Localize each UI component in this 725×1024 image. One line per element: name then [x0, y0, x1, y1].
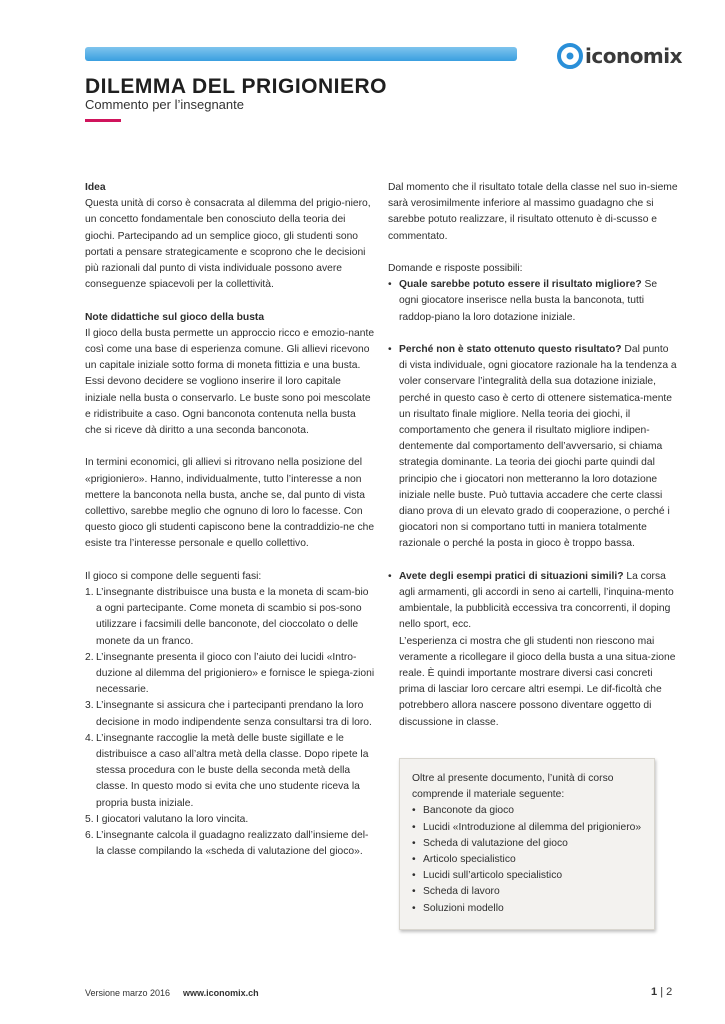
page-number — [651, 986, 672, 998]
list-item: 6. L’insegnante calcola il guadagno realizzato dall’insieme del-la classe compilando la «scheda di valutazione del gioco». — [85, 830, 369, 858]
economic-paragraph: In termini economici, gli allievi si ritrovano nella posizione del «prigioniero». Hanno, individualmente, tutto l’interesse a non mettere la banconota nella busta, anche se, dal punto di vista collettivo, sarebbe meglio che ognuno di loro lo facesse. Con questo gioco gli studenti capiscono bene la contraddizio-ne che esiste tra l’interesse personale e quello collettivo. — [85, 457, 375, 550]
list-item: • Lucidi «Introduzione al dilemma del prigioniero» — [412, 820, 644, 836]
qa-question: Perché non è stato ottenuto questo risultato? — [399, 344, 622, 355]
notes-paragraph: Il gioco della busta permette un approccio ricco e emozio-nante così come una base di esperienza comune. Gli allievi ricevono un capitale iniziale sotto forma di moneta fittizia e una busta. Essi devono decidere se vogliono inserire il loro capitale iniziale nella busta o conservarlo. Le buste sono poi mescolate e ridistribuite a caso. Ogni banconota contenuta nella busta che si riceve dà diritto a una seconda banconota. — [85, 327, 375, 437]
header-bar — [85, 47, 517, 61]
list-item: 2. L’insegnante presenta il gioco con l’aiuto dei lucidi «Intro-duzione al dilemma del prigioniero» e fornisce le spiega-zioni necessarie. — [85, 651, 375, 696]
qa-intro: Domande e risposte possibili: — [388, 263, 523, 274]
idea-heading: Idea — [85, 182, 106, 193]
page-total: 2 — [666, 986, 673, 998]
list-item: 3. L’insegnante si assicura che i partecipanti prendano la loro decisione in modo indipendente senza consultarsi tra di loro. — [85, 700, 372, 728]
list-item: • Scheda di lavoro — [412, 884, 644, 900]
list-item: • Lucidi sull’articolo specialistico — [412, 868, 644, 884]
page-title: DILEMMA DEL PRIGIONIERO — [85, 75, 388, 98]
page-separator: | — [660, 986, 664, 998]
qa-item — [388, 342, 678, 553]
page-subtitle: Commento per l’insegnante — [85, 97, 244, 112]
iconomix-logo-icon — [557, 43, 583, 69]
iconomix-logo — [557, 43, 682, 69]
qa-answer: Se ogni giocatore inserisce nella busta la banconota, tutti raddop-piano la loro dotazione iniziale. — [399, 279, 658, 323]
right-column — [388, 180, 678, 731]
phases-list — [85, 585, 375, 860]
left-column — [85, 180, 375, 860]
idea-paragraph: Questa unità di corso è consacrata al dilemma del prigio-niero, un concetto fondamentale ben conosciuto della teoria dei giochi. Partecipando ad un semplice gioco, gli studenti sono portati a pensare strategicamente e scoprono che le decisioni più razionali dal punto di vista individuale possono avere conseguenze spiacevoli per la collettività. — [85, 198, 371, 291]
qa-item — [388, 277, 678, 326]
materials-box — [399, 758, 655, 930]
logo-text: iconomix — [585, 44, 683, 68]
list-item: • Articolo specialistico — [412, 852, 644, 868]
materials-list — [412, 803, 644, 916]
footer-url[interactable]: www.iconomix.ch — [183, 988, 259, 998]
page-current: 1 — [651, 986, 658, 998]
list-item: 4. L’insegnante raccoglie la metà delle buste sigillate e le distribuisce a caso all’altra metà della classe. Dopo ripete la stessa procedura con le buste della seconda metà della classe. In questo modo si evita che uno studente riceva la propria busta iniziale. — [85, 732, 369, 809]
materials-intro: Oltre al presente documento, l’unità di corso comprende il materiale seguente: — [412, 773, 614, 801]
list-item: • Banconote da gioco — [412, 803, 644, 819]
list-item: 1. L’insegnante distribuisce una busta e la moneta di scam-bio a ogni partecipante. Come moneta di scambio si pos-sono utilizzare i facsimili delle banconote, del cioccolato o delle monete da un franco. — [85, 587, 369, 647]
qa-list — [388, 277, 678, 326]
list-item: • Soluzioni modello — [412, 901, 644, 917]
list-item: 5. I giocatori valutano la loro vincita. — [85, 813, 249, 825]
notes-heading: Note didattiche sul gioco della busta — [85, 311, 265, 323]
title-accent-line — [85, 119, 121, 122]
list-item: • Scheda di valutazione del gioco — [412, 836, 644, 852]
intro-paragraph: Dal momento che il risultato totale della classe nel suo in-sieme sarà verosimilmente inferiore al massimo guadagno che si sarebbe potuto realizzare, il risultato ottenuto è di-scusso e commentato. — [388, 182, 678, 242]
footer-version: Versione marzo 2016 — [85, 988, 171, 998]
phases-intro: Il gioco si compone delle seguenti fasi: — [85, 570, 262, 582]
qa-answer: La corsa agli armamenti, gli accordi in seno ai cartelli, l’inquina-mento ambientale, la pubblicità eccessiva tra concorrenti, il doping nello sport, ecc. — [399, 570, 674, 631]
qa-question: Quale sarebbe potuto essere il risultato migliore? — [399, 279, 642, 291]
qa-answer-extra: L’esperienza ci mostra che gli studenti non riescono mai veramente a ricollegare il gioco della busta a una situa-zione reale. È quindi importante mostrare diversi casi concreti prima di lasciar loro cercare altri esempi. Le dif-ficoltà che potrebbero allora nascere possono diventare oggetto di discussione in classe. — [399, 635, 676, 728]
qa-answer: Dal punto di vista individuale, ogni giocatore razionale ha la tendenza a voler conservare l’integralità della sua dotazione iniziale, perché in questo caso è certo di ottenere sistematica-mente un risultato finale migliore. Nella teoria dei giochi, il comportamento che genera il risultato migliore indipen-dentemente dal comportamento dell’avversario, si chiama strategia dominante. La teoria dei giochi parte quindi dal principio che i giocatori non metteranno la loro dotazione iniziale nelle buste. Può tuttavia accadere che certe classi diano prova di un elevato grado di cooperazione, o perché i giocatori non si comportano tutti in maniera totalmente razionale o perché la posta in gioco è troppo bassa. — [399, 344, 677, 550]
qa-item — [388, 569, 678, 731]
qa-question: Avete degli esempi pratici di situazioni simili? — [399, 570, 624, 582]
